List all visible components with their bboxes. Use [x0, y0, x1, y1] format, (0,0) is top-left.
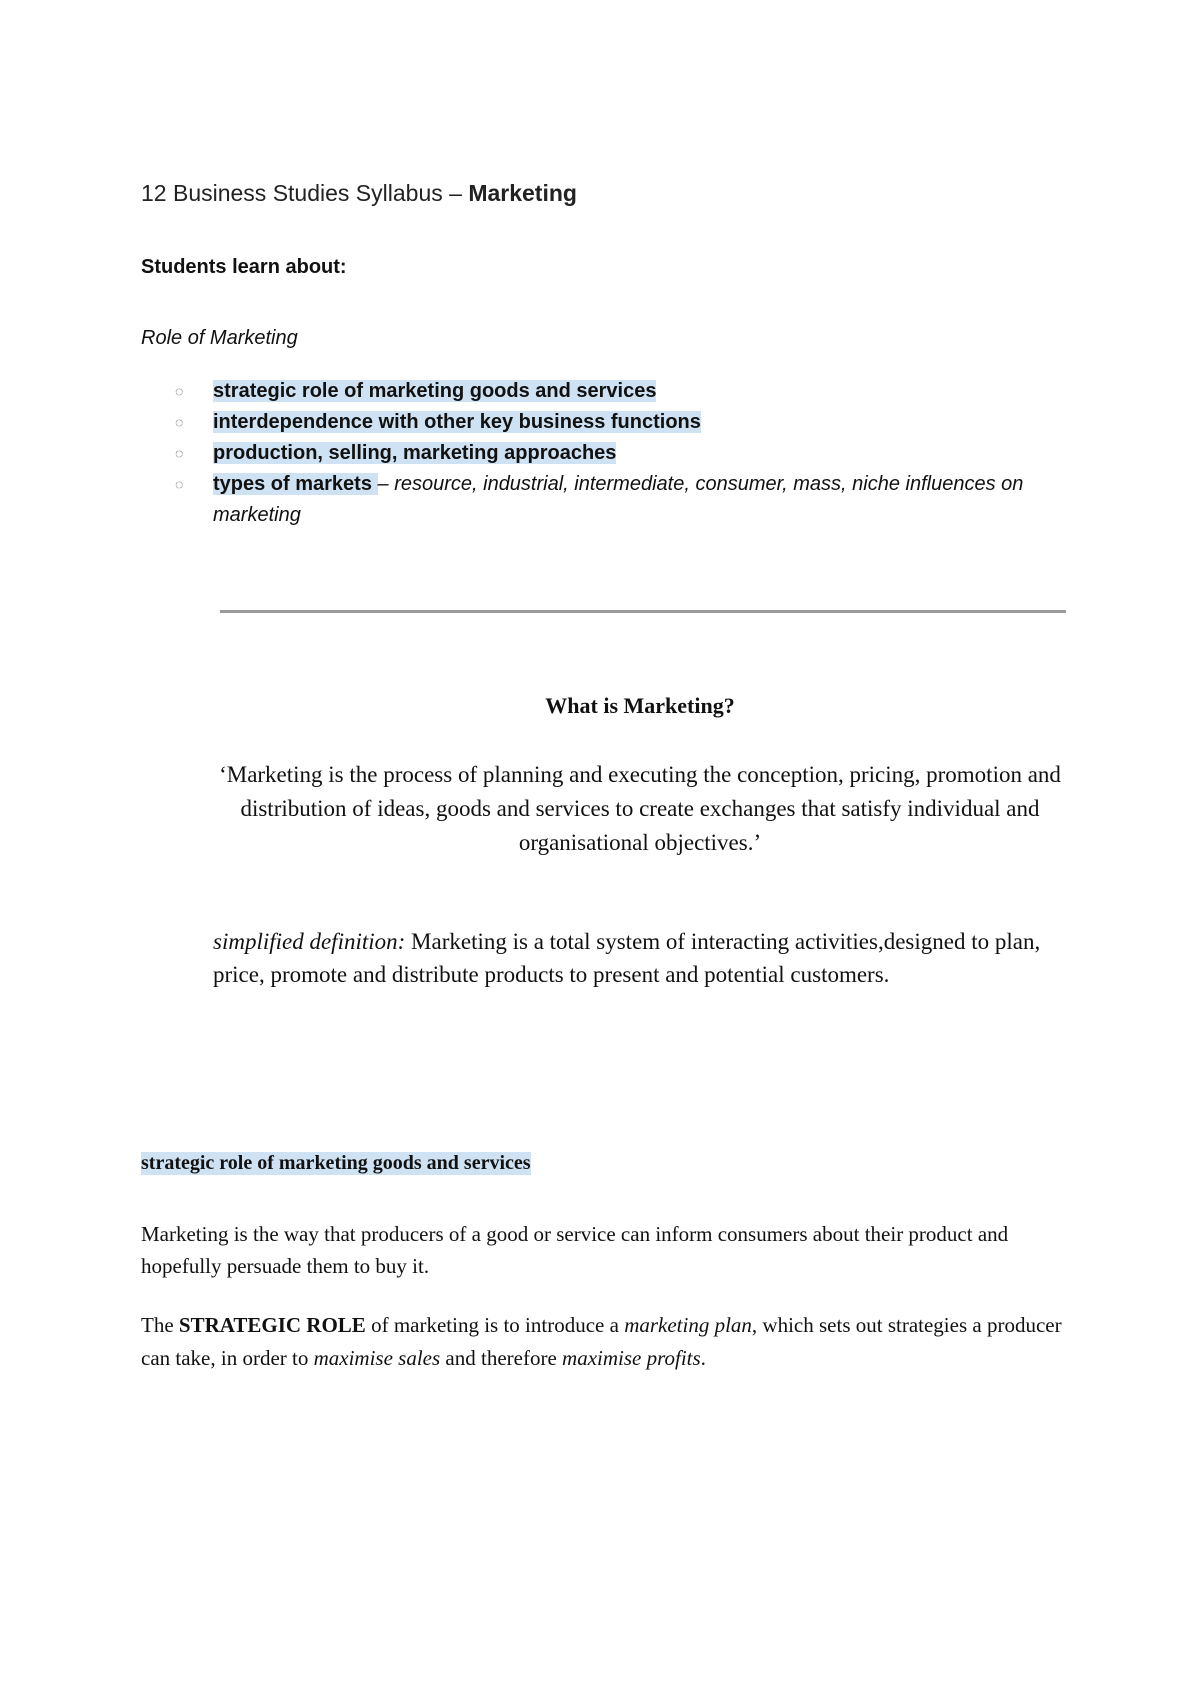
- list-item: [141, 438, 1081, 469]
- horizontal-divider: [220, 610, 1066, 613]
- para-text: The: [141, 1313, 179, 1337]
- list-item: [141, 469, 1081, 531]
- bullet-highlight: types of markets: [213, 473, 378, 495]
- bullet-circle-icon: ◌: [175, 414, 184, 430]
- syllabus-bullet-list: [141, 376, 1081, 531]
- para-text: , which sets out strategies a producer can take, in order to: [141, 1313, 1062, 1370]
- para-emphasis: maximise sales: [313, 1346, 441, 1370]
- marketing-definition-quote: ‘Marketing is the process of planning and executing the conception, pricing, promotion and distribution of ideas, goods and services to create exchanges that satisfy individual and organisational objectives.’: [219, 762, 1061, 855]
- marketing-paragraph: Marketing is the way that producers of a good or service can inform consumers about their product and hopefully persuade them to buy it.: [141, 1222, 1009, 1278]
- what-is-marketing-heading: What is Marketing?: [545, 693, 735, 718]
- bullet-circle-icon: ◌: [175, 383, 184, 399]
- bullet-circle-icon: ◌: [175, 445, 184, 461]
- para-text: of marketing is to introduce a: [365, 1313, 625, 1337]
- list-item: [141, 407, 1081, 438]
- role-of-marketing-heading: Role of Marketing: [141, 327, 298, 349]
- bullet-description: – resource, industrial, intermediate, consumer, mass, niche influences on marketing: [213, 473, 1024, 526]
- bullet-highlight: production, selling, marketing approaches: [213, 442, 617, 464]
- students-learn-heading: Students learn about:: [141, 256, 347, 278]
- simplified-definition: [213, 925, 1073, 991]
- strategic-role-paragraph: [141, 1309, 1081, 1375]
- list-item: [141, 376, 1081, 407]
- para-text: and therefore: [440, 1346, 563, 1370]
- para-strong: STRATEGIC ROLE: [178, 1313, 366, 1337]
- para-emphasis: maximise profits: [562, 1346, 701, 1370]
- para-emphasis: marketing plan: [624, 1313, 752, 1337]
- page-title: [141, 180, 577, 207]
- bullet-highlight: interdependence with other key business functions: [213, 411, 701, 433]
- title-bold: Marketing: [468, 180, 577, 206]
- bullet-highlight: strategic role of marketing goods and services: [213, 380, 657, 402]
- simplified-definition-text: Marketing is a total system of interacting activities,designed to plan, price, promote and distribute products to present and potential customers.: [213, 929, 1041, 987]
- para-text: .: [700, 1346, 706, 1370]
- bullet-circle-icon: ◌: [175, 476, 184, 492]
- title-prefix: 12 Business Studies Syllabus –: [141, 180, 469, 206]
- simplified-definition-label: simplified definition:: [213, 929, 406, 954]
- strategic-role-heading: strategic role of marketing goods and services: [141, 1152, 531, 1174]
